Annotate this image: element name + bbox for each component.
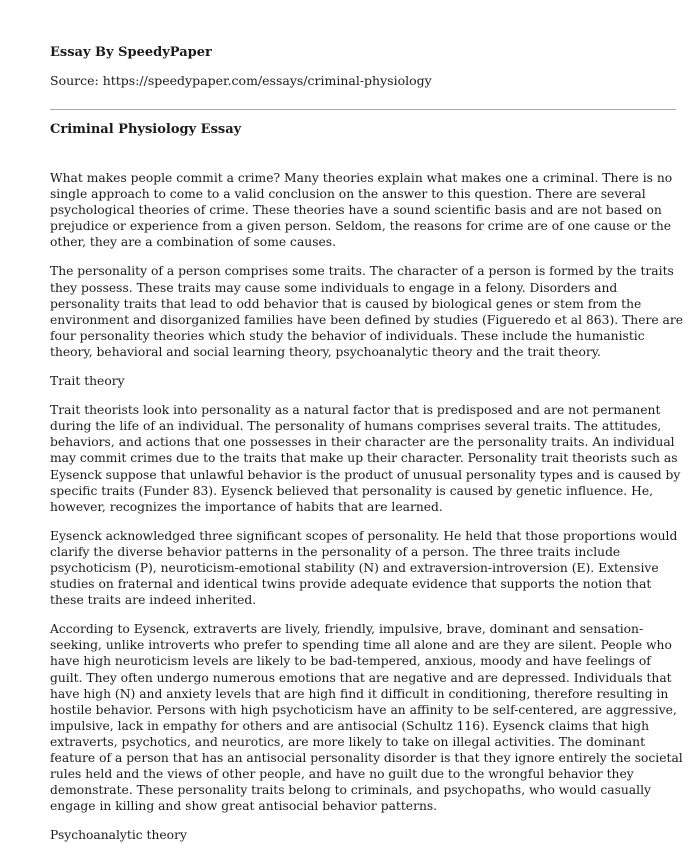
publisher-title: Essay By SpeedyPaper: [50, 45, 212, 60]
essay-title: Criminal Physiology Essay: [50, 122, 242, 137]
paragraph: What makes people commit a crime? Many theories explain what makes one a criminal. There is no single approach to come to a valid conclusion on the answer to this question. There are several psychological theories of crime. These theories have a sound scientific basis and are not based on prejudice or experience from a given person. Seldom, the reasons for crime are of one cause or the other, they are a combination of some causes.: [50, 171, 673, 250]
section-heading: Psychoanalytic theory: [50, 828, 187, 843]
paragraph: According to Eysenck, extraverts are lively, friendly, impulsive, brave, dominant and sensation-seeking, unlike introverts who prefer to spending time all alone and are they are silent. People who have high neuroticism levels are likely to be bad-tempered, anxious, moody and have feelings of guilt. They often undergo numerous emotions that are negative and are depressed. Individuals that have high (N) and anxiety levels that are high find it difficult in conditioning, therefore resulting in hostile behavior. Persons with high psychoticism have an affinity to be self-centered, are aggressive, impulsive, lack in empathy for others and are antisocial (Schultz 116). Eysenck claims that high extraverts, psychotics, and neurotics, are more likely to take on illegal activities. The dominant feature of a person that has an antisocial personality disorder is that they ignore entirely the societal rules held and the views of other people, and have no guilt due to the wrongful behavior they demonstrate. These personality traits belong to criminals, and psychopaths, who would casually engage in killing and show great antisocial behavior patterns.: [50, 622, 683, 814]
header-divider: [50, 109, 676, 110]
paragraph: Trait theorists look into personality as a natural factor that is predisposed and are not permanent during the life of an individual. The personality of humans comprises several traits. The attitudes, behaviors, and actions that one possesses in their character are the personality traits. An individual may commit crimes due to the traits that make up their character. Personality trait theorists such as Eysenck suppose that unlawful behavior is the product of unusual personality types and is caused by specific traits (Funder 83). Eysenck believed that personality is caused by genetic influence. He, however, recognizes the importance of habits that are learned.: [50, 403, 681, 514]
section-heading: Trait theory: [50, 374, 125, 389]
source-line: Source: https://speedypaper.com/essays/criminal-physiology: [50, 73, 432, 88]
essay-body: [50, 170, 686, 856]
paragraph: Eysenck acknowledged three significant scopes of personality. He held that those proportions would clarify the diverse behavior patterns in the personality of a person. The three traits include psychoticism (P), neuroticism-emotional stability (N) and extraversion-introversion (E). Extensive studies on fraternal and identical twins provide adequate evidence that supports the notion that these traits are indeed inherited.: [50, 528, 678, 608]
paragraph: The personality of a person comprises some traits. The character of a person is formed by the traits they possess. These traits may cause some individuals to engage in a felony. Disorders and personality traits that lead to odd behavior that is caused by biological genes or stem from the environment and disorganized families have been defined by studies (Figueredo et al 863). There are four personality theories which study the behavior of individuals. These include the humanistic theory, behavioral and social learning theory, psychoanalytic theory and the trait theory.: [50, 264, 684, 359]
